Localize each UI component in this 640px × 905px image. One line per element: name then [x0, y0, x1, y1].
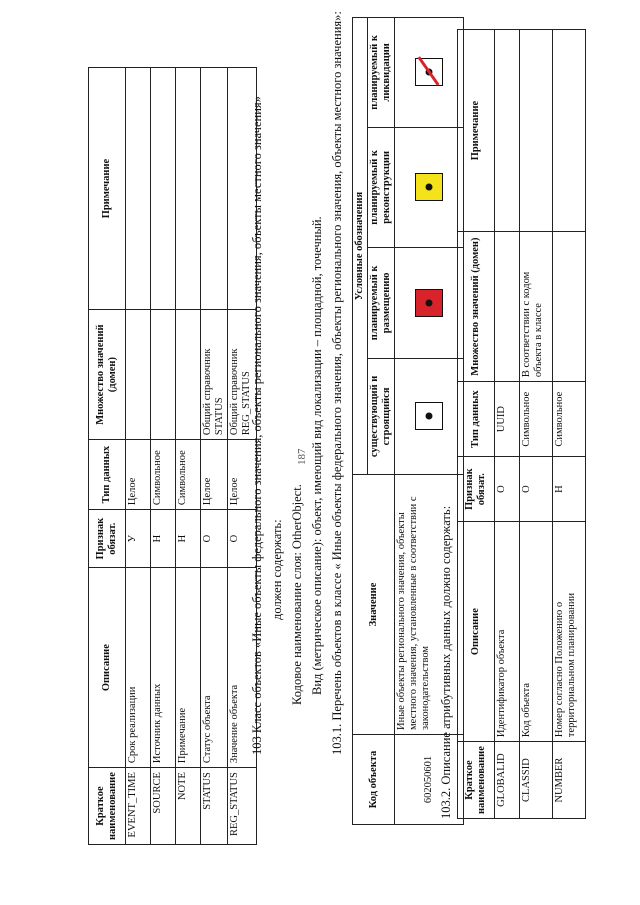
- cell: [151, 68, 176, 310]
- cell: GLOBALID: [495, 742, 520, 819]
- cell: EVENT_TIME: [126, 768, 151, 845]
- table-row: [126, 68, 151, 845]
- cell: В соответствии с кодом объекта в классе: [520, 232, 553, 382]
- cell: 602050601: [395, 735, 464, 825]
- table-row: [495, 30, 520, 819]
- cell: Н: [553, 457, 586, 522]
- cell: Н: [151, 510, 176, 568]
- cell: Н: [176, 510, 201, 568]
- header-cell: планируемый к размещению: [368, 248, 395, 359]
- cell: [395, 358, 464, 474]
- header-cell: Множество значений (домен): [89, 310, 126, 440]
- table-row: [201, 68, 228, 845]
- cell: О: [201, 510, 228, 568]
- cell: NUMBER: [553, 742, 586, 819]
- cell: [395, 248, 464, 359]
- page-number: 187: [296, 448, 308, 465]
- table-header-row: [353, 18, 368, 825]
- header-cell: Примечание: [458, 30, 495, 232]
- cell: [126, 68, 151, 310]
- cell: Значение объекта: [228, 568, 257, 768]
- cell: Общий справочник STATUS: [201, 310, 228, 440]
- cell: Срок реализации: [126, 568, 151, 768]
- cell: Символьное: [520, 382, 553, 457]
- header-cell: Тип данных: [89, 440, 126, 510]
- cell: NOTE: [176, 768, 201, 845]
- cell: REG_STATUS: [228, 768, 257, 845]
- cell: [176, 310, 201, 440]
- cell: [520, 30, 553, 232]
- existing-symbol-icon: [415, 402, 443, 430]
- header-cell: Краткое наименование: [458, 742, 495, 819]
- header-cell: Множество значений (домен): [458, 232, 495, 382]
- cell: О: [495, 457, 520, 522]
- header-cell: Описание: [89, 568, 126, 768]
- section-heading-103-1: 103.1. Перечень объектов в классе « Иные объекты федерального значения, объекты регионального значения, объекты местного значения»:: [330, 11, 344, 755]
- cell: [553, 232, 586, 382]
- layer-code-text: Кодовое наименование слоя: OtherObject.: [290, 484, 304, 705]
- cell: Символьное: [151, 440, 176, 510]
- cell: Код объекта: [520, 522, 553, 742]
- table-row: [553, 30, 586, 819]
- header-cell: Примечание: [89, 68, 126, 310]
- cell: [201, 68, 228, 310]
- cell: [151, 310, 176, 440]
- attributes-table-top: [88, 67, 257, 845]
- table-row: [520, 30, 553, 819]
- cell: [553, 30, 586, 232]
- header-cell: Тип данных: [458, 382, 495, 457]
- cell: О: [228, 510, 257, 568]
- cell: О: [520, 457, 553, 522]
- cell: [495, 30, 520, 232]
- cell: Общий справочник REG_STATUS: [228, 310, 257, 440]
- cell: Целое: [126, 440, 151, 510]
- table-header-row: [458, 30, 495, 819]
- cell: Номер согласно Положению о территориальном планировании: [553, 522, 586, 742]
- attributes-table-bottom: [457, 29, 586, 819]
- header-cell: планируемый к реконструкции: [368, 127, 395, 247]
- cell: [126, 310, 151, 440]
- header-cell: планируемый к ликвидации: [368, 18, 395, 128]
- header-cell: Признак обязат.: [458, 457, 495, 522]
- cell: Идентификатор объекта: [495, 522, 520, 742]
- cell: Статус объекта: [201, 568, 228, 768]
- planned-liquidation-symbol-icon: [415, 58, 443, 86]
- cell: Примечание: [176, 568, 201, 768]
- section-heading-103: 103 Класс объектов «Иные объекты федерального значения, объекты регионального значения, объекты местного значения»: [250, 96, 264, 755]
- header-cell: Значение: [353, 475, 395, 735]
- cell: [495, 232, 520, 382]
- header-cell: существующий и строящийся: [368, 358, 395, 474]
- table-row: [176, 68, 201, 845]
- header-cell: Код объекта: [353, 735, 395, 825]
- header-cell: Описание: [458, 522, 495, 742]
- header-cell: Условные обозначения: [353, 18, 368, 475]
- cell: Целое: [201, 440, 228, 510]
- cell: Источник данных: [151, 568, 176, 768]
- table-row: [151, 68, 176, 845]
- section-heading-103-cont: должен содержать:: [270, 519, 284, 620]
- cell: STATUS: [201, 768, 228, 845]
- cell: [176, 68, 201, 310]
- cell: UUID: [495, 382, 520, 457]
- table-header-row: [89, 68, 126, 845]
- cell: Символьное: [553, 382, 586, 457]
- planned-reconstruction-symbol-icon: [415, 173, 443, 201]
- cell: Иные объекты регионального значения, объекты местного значения, установленные в соответствии с законодательством: [395, 475, 464, 735]
- planned-placement-symbol-icon: [415, 289, 443, 317]
- header-cell: Признак обязат.: [89, 510, 126, 568]
- cell: CLASSID: [520, 742, 553, 819]
- cell: Символьное: [176, 440, 201, 510]
- cell: [395, 18, 464, 128]
- cell: [395, 127, 464, 247]
- header-cell: Краткое наименование: [89, 768, 126, 845]
- geometry-type-text: Вид (метрическое описание): объект, имеющий вид локализации – площадной, точечный.: [310, 216, 324, 695]
- cell: Целое: [228, 440, 257, 510]
- cell: У: [126, 510, 151, 568]
- section-heading-103-2: 103.2. Описание атрибутивных данных должно содержать:: [439, 505, 453, 819]
- cell: SOURCE: [151, 768, 176, 845]
